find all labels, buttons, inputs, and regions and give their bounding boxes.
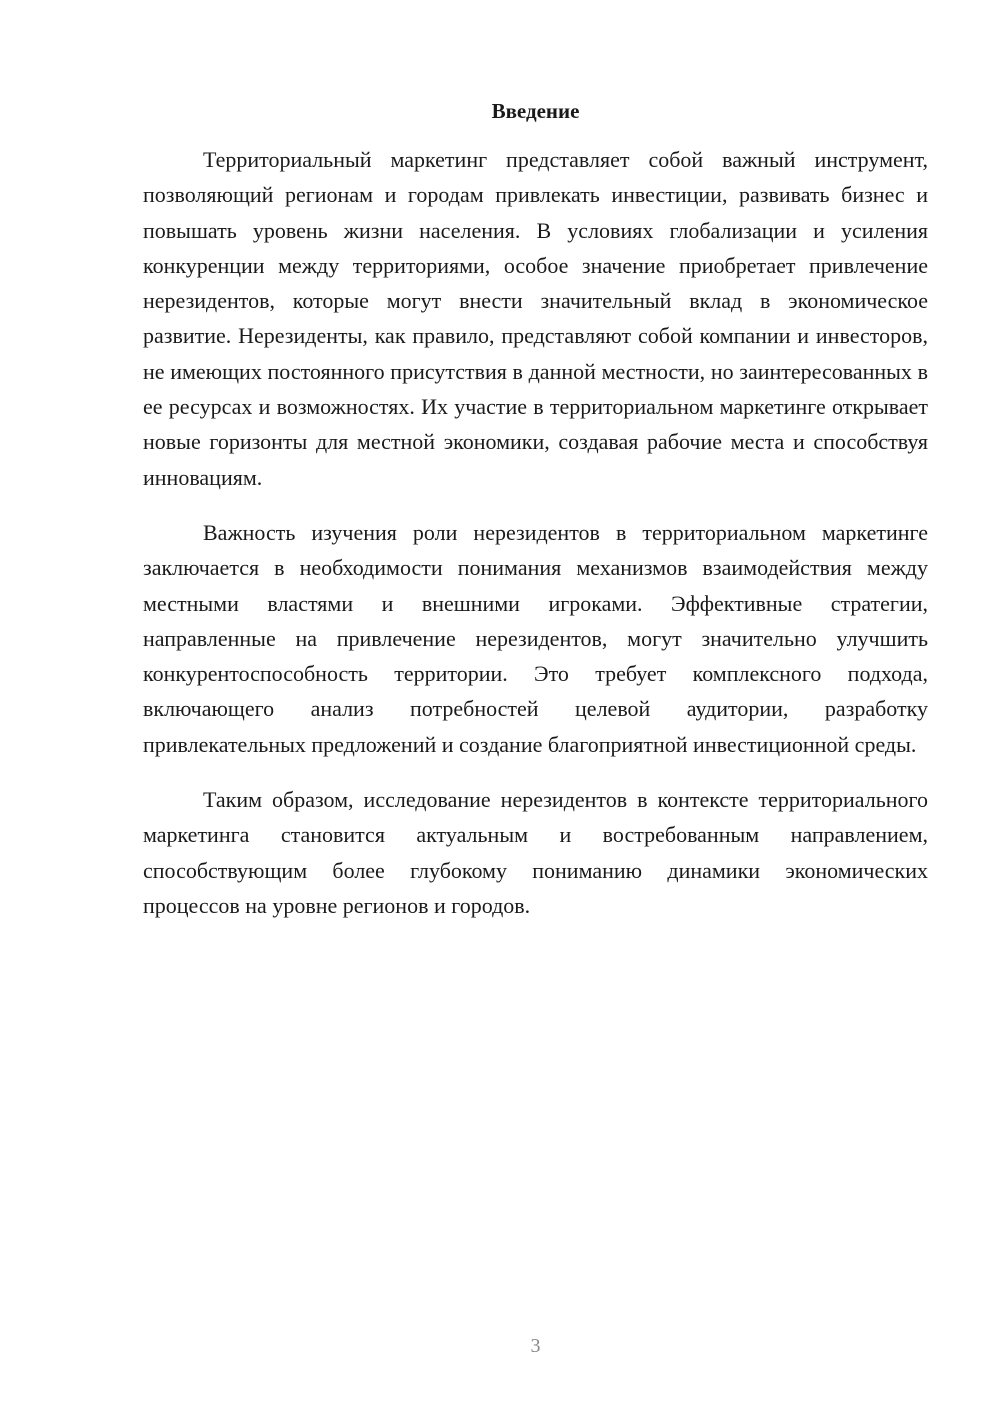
body-text bbox=[143, 142, 928, 923]
paragraph-1: Территориальный маркетинг представляет собой важный инструмент, позволяющий регионам и городам привлекать инвестиции, развивать бизнес и повышать уровень жизни населения. В условиях глобализации и усиления конкуренции между территориями, особое значение приобретает привлечение нерезидентов, которые могут внести значительный вклад в экономическое развитие. Нерезиденты, как правило, представляют собой компании и инвесторов, не имеющих постоянного присутствия в данной местности, но заинтересованных в ее ресурсах и возможностях. Их участие в территориальном маркетинге открывает новые горизонты для местной экономики, создавая рабочие места и способствуя инновациям. bbox=[143, 147, 928, 490]
page-number: 3 bbox=[530, 1335, 541, 1357]
paragraph-2: Важность изучения роли нерезидентов в территориальном маркетинге заключается в необходимости понимания механизмов взаимодействия между местными властями и внешними игроками. Эффективные стратегии, направленные на привлечение нерезидентов, могут значительно улучшить конкурентоспособность территории. Это требует комплексного подхода, включающего анализ потребностей целевой аудитории, разработку привлекательных предложений и создание благоприятной инвестиционной среды. bbox=[143, 519, 928, 757]
section-title: Введение bbox=[491, 99, 580, 123]
paragraph-3: Таким образом, исследование нерезидентов в контексте территориального маркетинга становится актуальным и востребованным направлением, способствующим более глубокому пониманию динамики экономических процессов на уровне регионов и городов. bbox=[143, 787, 928, 918]
